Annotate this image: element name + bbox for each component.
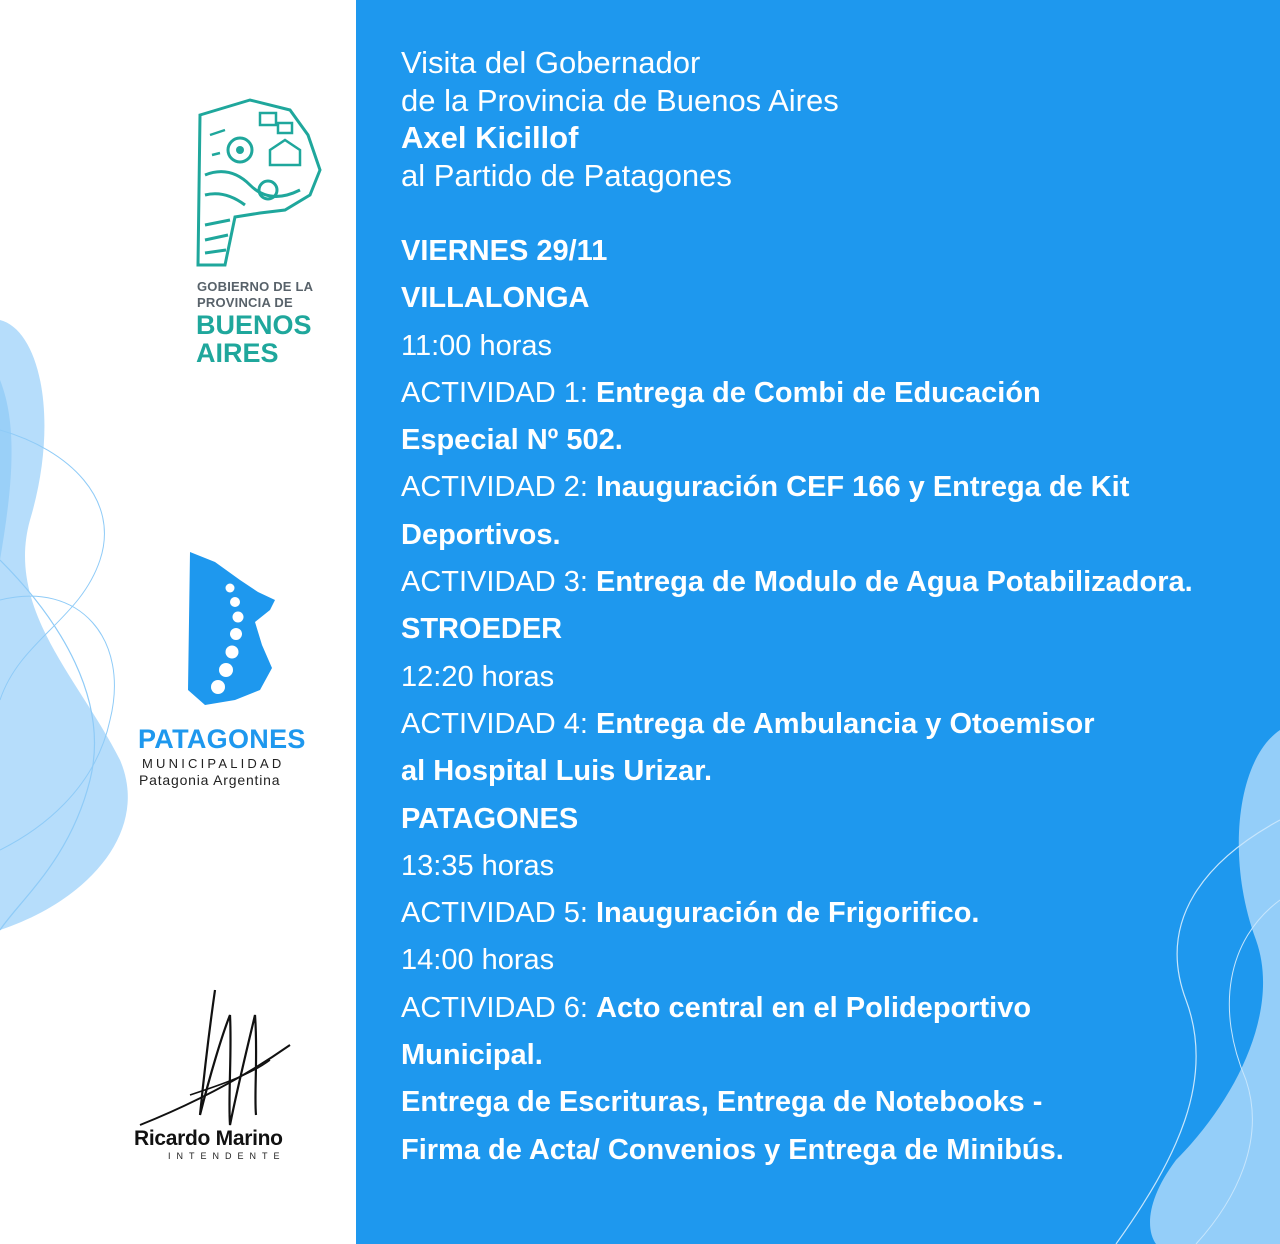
schedule-time-1: 11:00 horas — [401, 329, 553, 362]
municipality-logo — [130, 550, 340, 800]
left-column — [0, 0, 356, 1244]
extra-deliveries-1: Entrega de Escrituras, Entrega de Notebooks - — [401, 1086, 1043, 1119]
activity-1-text-cont: Especial Nº 502. — [401, 424, 623, 457]
patagones-map-emblem-icon — [180, 550, 290, 710]
activity-1 — [401, 370, 1193, 417]
extra-deliveries-2: Firma de Acta/ Convenios y Entrega de Minibús. — [401, 1133, 1064, 1166]
activity-4-label: ACTIVIDAD 4: — [401, 707, 596, 740]
schedule-time-4: 14:00 horas — [401, 944, 555, 977]
heading-governor-name: Axel Kicillof — [401, 120, 579, 155]
activity-6 — [401, 985, 1193, 1032]
activity-2-text-cont: Deportivos. — [401, 518, 561, 551]
signature-scribble-icon — [130, 985, 330, 1135]
activity-2-label: ACTIVIDAD 2: — [401, 471, 596, 504]
province-logo — [190, 95, 330, 375]
heading — [401, 44, 839, 194]
activity-4 — [401, 701, 1193, 748]
activity-6-text: Acto central en el Polideportivo — [596, 991, 1032, 1024]
schedule-panel — [356, 0, 1280, 1244]
activity-1-label: ACTIVIDAD 1: — [401, 376, 596, 409]
municipality-region: Patagonia Argentina — [139, 772, 281, 788]
signature-name: Ricardo Marino — [134, 1127, 283, 1150]
schedule-place-villalonga: VILLALONGA — [401, 282, 590, 315]
heading-line2: de la Provincia de Buenos Aires — [401, 82, 839, 118]
schedule-time-2: 12:20 horas — [401, 660, 555, 693]
municipality-name: PATAGONES — [138, 724, 306, 754]
municipality-subtitle: MUNICIPALIDAD — [142, 756, 285, 771]
schedule-list — [401, 228, 1193, 1174]
schedule-place-stroeder: STROEDER — [401, 613, 563, 646]
schedule-day: VIERNES 29/11 — [401, 235, 608, 267]
activity-2 — [401, 464, 1193, 511]
province-line3: BUENOS — [196, 310, 312, 340]
activity-3-label: ACTIVIDAD 3: — [401, 566, 596, 599]
heading-line1: Visita del Gobernador — [401, 45, 701, 80]
signature-role: INTENDENTE — [168, 1151, 286, 1161]
activity-1-text: Entrega de Combi de Educación — [596, 376, 1041, 409]
province-line1: GOBIERNO DE LA — [197, 279, 314, 294]
activity-6-label: ACTIVIDAD 6: — [401, 991, 596, 1024]
province-line4: AIRES — [196, 338, 279, 368]
heading-line4: al Partido de Patagones — [401, 157, 732, 193]
activity-2-text: Inauguración CEF 166 y Entrega de Kit — [596, 471, 1130, 504]
schedule-time-3: 13:35 horas — [401, 849, 555, 882]
activity-6-text-cont: Municipal. — [401, 1039, 543, 1072]
schedule-place-patagones: PATAGONES — [401, 802, 579, 835]
activity-3 — [401, 559, 1193, 606]
activity-5-label: ACTIVIDAD 5: — [401, 897, 596, 930]
province-map-emblem-icon — [190, 95, 325, 270]
activity-3-text: Entrega de Modulo de Agua Potabilizadora. — [596, 566, 1193, 599]
activity-5 — [401, 890, 1193, 937]
province-line2: PROVINCIA DE — [197, 295, 293, 310]
activity-4-text-cont: al Hospital Luis Urizar. — [401, 755, 713, 788]
activity-4-text: Entrega de Ambulancia y Otoemisor — [596, 707, 1095, 740]
activity-5-text: Inauguración de Frigorifico. — [596, 897, 980, 930]
signature-block — [130, 985, 330, 1165]
